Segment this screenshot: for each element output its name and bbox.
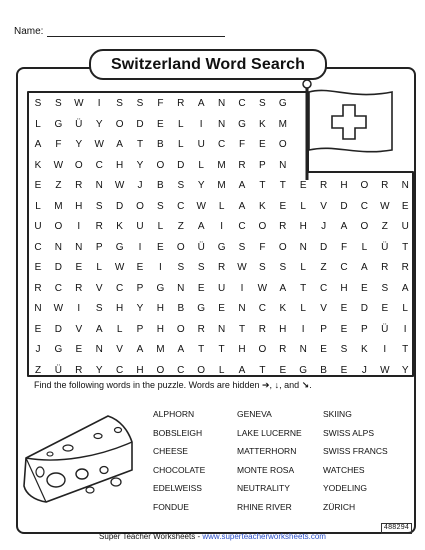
word-list-item: MONTE ROSA [237, 464, 295, 475]
cheese-icon [20, 408, 138, 508]
grid-letter[interactable]: R [75, 282, 83, 294]
grid-letter[interactable]: R [319, 180, 328, 191]
instructions-joiner: , [269, 380, 273, 390]
grid-letter[interactable]: R [279, 221, 287, 232]
grid-letter[interactable]: O [197, 364, 206, 376]
instructions-period: . [309, 380, 312, 390]
grid-letter[interactable]: L [300, 262, 306, 273]
grid-letter[interactable]: P [136, 323, 144, 335]
grid-letter[interactable]: Y [197, 180, 205, 191]
grid-letter[interactable]: R [381, 262, 389, 273]
grid-letter[interactable]: I [240, 282, 244, 294]
grid-letter[interactable]: R [75, 180, 83, 191]
grid-letter[interactable]: D [136, 118, 144, 130]
grid-letter[interactable]: O [176, 323, 185, 335]
grid-letter[interactable]: C [238, 98, 246, 109]
grid-letter[interactable]: I [403, 323, 407, 335]
grid-letter[interactable]: N [299, 344, 307, 355]
grid-letter[interactable]: B [157, 180, 164, 191]
grid-letter[interactable]: S [116, 98, 123, 109]
grid-letter[interactable]: O [360, 180, 369, 191]
grid-letter[interactable]: D [54, 262, 62, 273]
grid-letter[interactable]: N [34, 303, 42, 314]
grid-letter[interactable]: E [259, 139, 266, 150]
grid-letter[interactable]: P [136, 282, 144, 294]
grid-letter[interactable]: H [115, 159, 124, 171]
grid-letter[interactable]: T [259, 364, 266, 376]
grid-letter[interactable]: L [218, 364, 225, 376]
grid-letter[interactable]: M [156, 344, 165, 355]
grid-letter[interactable]: W [94, 139, 104, 150]
grid-letter[interactable]: E [136, 262, 144, 273]
word-list-item: SKIING [323, 409, 352, 419]
grid-letter[interactable]: B [320, 364, 327, 376]
grid-letter[interactable]: E [320, 344, 327, 355]
grid-letter[interactable]: C [319, 282, 328, 294]
grid-letter[interactable]: I [301, 323, 305, 335]
grid-letter[interactable]: R [238, 159, 246, 171]
grid-letter[interactable]: S [95, 303, 103, 314]
grid-letter[interactable]: Ü [381, 323, 389, 335]
grid-letter[interactable]: W [257, 282, 268, 294]
grid-letter[interactable]: Z [177, 221, 184, 232]
grid-letter[interactable]: E [279, 200, 287, 212]
grid-letter[interactable]: Y [75, 139, 83, 150]
grid-letter[interactable]: Y [401, 364, 409, 376]
grid-letter[interactable]: V [320, 200, 327, 212]
instructions-text: Find the following words in the puzzle. Words are hidden [34, 380, 260, 390]
grid-letter[interactable]: D [177, 159, 185, 171]
grid-letter[interactable]: A [279, 282, 287, 294]
grid-letter[interactable]: N [299, 241, 307, 253]
grid-letter[interactable]: S [136, 98, 144, 109]
grid-letter[interactable]: N [95, 344, 103, 355]
grid-letter[interactable]: N [95, 180, 103, 191]
grid-letter[interactable]: Z [381, 221, 388, 232]
footer [0, 532, 425, 541]
grid-letter[interactable]: L [218, 200, 225, 212]
grid-letter[interactable]: O [258, 344, 267, 355]
grid-letter[interactable]: R [401, 262, 409, 273]
word-list-item: GENEVA [237, 409, 272, 419]
grid-letter[interactable]: U [136, 221, 144, 232]
grid-letter[interactable]: A [197, 98, 205, 109]
grid-letter[interactable]: Y [95, 118, 103, 130]
grid-letter[interactable]: O [74, 159, 83, 171]
grid-letter[interactable]: A [177, 344, 185, 355]
grid-letter[interactable]: S [197, 262, 205, 273]
grid-letter[interactable]: U [34, 221, 42, 232]
grid-letter[interactable]: B [177, 303, 185, 314]
grid-letter[interactable]: E [401, 200, 409, 212]
grid-letter[interactable]: W [74, 98, 84, 109]
grid-letter[interactable]: A [197, 221, 205, 232]
grid-letter[interactable]: Z [320, 262, 327, 273]
grid-letter[interactable]: G [156, 282, 165, 294]
grid-letter[interactable]: W [53, 159, 64, 171]
grid-letter[interactable]: S [279, 262, 287, 273]
grid-letter[interactable]: S [259, 262, 266, 273]
grid-letter[interactable]: Ü [381, 241, 389, 253]
grid-letter[interactable]: L [402, 303, 408, 314]
grid-letter[interactable]: H [115, 303, 124, 314]
grid-letter[interactable]: U [217, 282, 226, 294]
grid-letter[interactable]: C [177, 364, 185, 376]
grid-letter[interactable]: H [279, 323, 287, 335]
grid-letter[interactable]: A [238, 180, 246, 191]
grid-letter[interactable]: Ü [197, 241, 205, 253]
grid-letter[interactable]: L [178, 139, 184, 150]
diagonal-arrow-icon: ↘ [301, 380, 310, 390]
grid-letter[interactable]: P [320, 323, 327, 335]
grid-letter[interactable]: G [299, 364, 308, 376]
grid-letter[interactable]: T [402, 241, 409, 253]
word-list-item: LAKE LUCERNE [237, 427, 302, 438]
grid-letter[interactable]: V [320, 303, 327, 314]
grid-letter[interactable]: E [218, 303, 225, 314]
grid-letter[interactable]: L [96, 262, 102, 273]
grid-letter[interactable]: S [259, 98, 266, 109]
grid-letter[interactable]: N [177, 282, 185, 294]
grid-letter[interactable]: W [380, 364, 390, 376]
grid-letter[interactable]: O [278, 241, 287, 253]
grid-letter[interactable]: E [75, 262, 83, 273]
word-list-item: EDELWEISS [153, 483, 202, 493]
grid-letter[interactable]: N [238, 303, 246, 314]
grid-letter[interactable]: D [319, 241, 328, 253]
grid-letter[interactable]: E [361, 282, 368, 294]
word-list-item: CHOCOLATE [153, 464, 206, 475]
grid-letter[interactable]: L [361, 241, 368, 253]
grid-letter[interactable]: T [238, 323, 246, 335]
grid-letter[interactable]: R [279, 344, 287, 355]
grid-letter[interactable]: R [177, 98, 185, 109]
grid-letter[interactable]: I [138, 241, 142, 253]
grid-letter[interactable]: O [156, 159, 165, 171]
grid-letter[interactable]: H [136, 364, 144, 376]
grid-letter[interactable]: T [300, 282, 307, 294]
grid-letter[interactable]: A [116, 139, 123, 150]
grid-letter[interactable]: O [258, 221, 267, 232]
grid-letter[interactable]: I [199, 118, 203, 130]
grid-letter[interactable]: Z [55, 180, 62, 191]
grid-letter[interactable]: E [279, 364, 287, 376]
grid-letter[interactable]: W [53, 303, 64, 314]
grid-letter[interactable]: H [299, 221, 307, 232]
grid-letter[interactable]: B [157, 139, 164, 150]
grid-letter[interactable]: A [238, 364, 246, 376]
grid-letter[interactable]: D [340, 200, 348, 212]
grid-letter[interactable]: S [34, 98, 42, 109]
grid-letter[interactable]: A [136, 344, 144, 355]
grid-letter[interactable]: Ü [54, 364, 62, 376]
grid-letter[interactable]: C [217, 139, 226, 150]
grid-letter[interactable]: E [157, 241, 164, 253]
grid-letter[interactable]: F [259, 241, 266, 253]
grid-letter[interactable]: V [95, 282, 103, 294]
word-list-item: YODELING [323, 483, 367, 493]
grid-letter[interactable]: S [340, 344, 348, 355]
swiss-flag-icon [296, 78, 396, 180]
grid-letter[interactable]: R [34, 282, 42, 294]
grid-letter[interactable]: C [340, 262, 348, 273]
footer-url-link[interactable]: www.superteacherworksheets.com [202, 532, 326, 541]
grid-letter[interactable]: T [279, 180, 286, 191]
grid-letter[interactable]: G [278, 98, 287, 109]
grid-letter[interactable]: I [159, 262, 162, 273]
grid-letter[interactable]: O [136, 200, 144, 212]
grid-letter[interactable]: A [340, 221, 348, 232]
grid-letter[interactable]: U [401, 221, 409, 232]
grid-letter[interactable]: E [34, 180, 42, 191]
grid-letter[interactable]: P [95, 241, 103, 253]
grid-letter[interactable]: T [402, 344, 409, 355]
grid-letter[interactable]: E [34, 323, 42, 335]
page-title: Switzerland Word Search [89, 49, 327, 80]
word-list-item: WATCHES [323, 464, 365, 475]
grid-letter[interactable]: L [300, 200, 306, 212]
grid-letter[interactable]: C [238, 221, 246, 232]
word-list-item: FONDUE [153, 501, 189, 512]
grid-letter[interactable]: O [360, 221, 369, 232]
down-arrow-icon: ↓ [274, 380, 280, 390]
grid-letter[interactable]: K [361, 344, 368, 355]
grid-letter[interactable]: I [77, 303, 81, 314]
grid-letter[interactable]: Ü [75, 118, 83, 130]
grid-letter[interactable]: M [217, 159, 226, 171]
grid-letter[interactable]: N [54, 241, 62, 253]
grid-letter[interactable]: K [259, 118, 266, 130]
grid-letter[interactable]: O [156, 364, 165, 376]
worksheet-code: 488294 [381, 523, 412, 534]
grid-letter[interactable]: A [361, 262, 368, 273]
grid-letter[interactable]: E [299, 180, 307, 191]
grid-letter[interactable]: T [259, 180, 266, 191]
grid-letter[interactable]: T [136, 139, 144, 150]
grid-letter[interactable]: C [54, 282, 62, 294]
grid-letter[interactable]: E [381, 303, 389, 314]
grid-letter[interactable]: K [279, 303, 287, 314]
grid-letter[interactable]: G [238, 118, 246, 130]
footer-separator: - [195, 532, 203, 541]
grid-letter[interactable]: P [259, 159, 266, 171]
grid-letter[interactable]: W [237, 262, 247, 273]
grid-letter[interactable]: P [361, 323, 368, 335]
word-list-item: SWISS ALPS [323, 427, 375, 438]
grid-letter[interactable]: H [340, 180, 348, 191]
grid-letter[interactable]: I [383, 344, 387, 355]
grid-letter[interactable]: L [300, 303, 306, 314]
grid-letter[interactable]: C [34, 241, 42, 253]
grid-letter[interactable]: S [95, 200, 103, 212]
grid-letter[interactable]: I [97, 98, 101, 109]
grid-letter[interactable]: R [95, 221, 103, 232]
grid-letter[interactable]: N [217, 98, 226, 109]
instructions-and: and [284, 380, 300, 390]
grid-letter[interactable]: S [177, 262, 185, 273]
grid-letter[interactable]: H [156, 323, 164, 335]
grid-letter[interactable]: S [157, 200, 164, 212]
grid-letter[interactable]: G [115, 241, 124, 253]
grid-letter[interactable]: D [360, 303, 368, 314]
word-list-item: CHEESE [153, 446, 188, 456]
grid-letter[interactable]: C [258, 303, 266, 314]
grid-letter[interactable]: R [197, 323, 205, 335]
grid-letter[interactable]: H [238, 344, 246, 355]
word-list-item: BOBSLEIGH [153, 427, 203, 438]
grid-letter[interactable]: L [35, 118, 41, 130]
word-list-item: ALPHORN [153, 409, 195, 419]
grid-letter[interactable]: F [238, 139, 246, 150]
grid-letter[interactable]: E [157, 118, 164, 130]
grid-letter[interactable]: O [54, 221, 63, 232]
word-list-item: RHINE RIVER [237, 501, 292, 512]
word-list-item: MATTERHORN [237, 446, 297, 456]
footer-brand: Super Teacher Worksheets [99, 532, 196, 541]
name-line [14, 26, 225, 37]
grid-letter[interactable]: R [381, 180, 389, 191]
grid-letter[interactable]: W [114, 262, 125, 273]
grid-letter[interactable]: C [177, 200, 185, 212]
grid-letter[interactable]: N [217, 118, 226, 130]
grid-letter[interactable]: S [238, 241, 246, 253]
name-label: Name: [14, 26, 44, 37]
grid-letter[interactable]: E [197, 282, 205, 294]
grid-letter[interactable]: W [380, 200, 390, 212]
grid-letter[interactable]: E [75, 344, 83, 355]
grid-letter[interactable]: L [35, 200, 41, 212]
word-list-column-3 [323, 405, 388, 516]
grid-letter[interactable]: W [114, 180, 125, 191]
grid-letter[interactable]: O [115, 118, 124, 130]
grid-letter[interactable]: W [196, 200, 206, 212]
grid-letter[interactable]: E [340, 303, 348, 314]
grid-letter[interactable]: U [197, 139, 205, 150]
grid-letter[interactable]: V [75, 323, 83, 335]
grid-letter[interactable]: C [115, 364, 124, 376]
grid-letter[interactable]: L [116, 323, 123, 335]
grid-letter[interactable]: E [34, 262, 42, 273]
grid-letter[interactable]: C [360, 200, 368, 212]
grid-letter[interactable]: T [198, 344, 205, 355]
grid-letter[interactable]: A [238, 200, 246, 212]
word-list-item: SWISS FRANCS [323, 446, 388, 456]
grid-letter[interactable]: H [340, 282, 348, 294]
grid-letter[interactable]: C [115, 282, 124, 294]
grid-letter[interactable]: I [220, 221, 223, 232]
grid-letter[interactable]: S [177, 180, 185, 191]
grid-letter[interactable]: N [401, 180, 409, 191]
grid-letter[interactable]: Y [95, 364, 103, 376]
grid-letter[interactable]: M [217, 180, 226, 191]
grid-letter[interactable]: L [198, 159, 204, 171]
grid-letter[interactable]: E [340, 364, 348, 376]
right-arrow-icon: ➔ [261, 380, 270, 390]
grid-letter[interactable]: J [35, 344, 41, 355]
word-list-item: ZÜRICH [323, 501, 356, 512]
grid-letter[interactable]: H [156, 303, 164, 314]
grid-letter[interactable]: V [116, 344, 123, 355]
grid-letter[interactable]: L [178, 118, 184, 130]
grid-letter[interactable]: Z [34, 364, 42, 376]
grid-letter[interactable]: E [340, 323, 348, 335]
instructions [34, 380, 312, 391]
grid-letter[interactable]: T [218, 344, 225, 355]
grid-letter[interactable]: O [176, 241, 185, 253]
grid-letter[interactable]: A [95, 323, 103, 335]
grid-letter[interactable]: S [381, 282, 389, 294]
grid-letter[interactable]: Y [136, 159, 144, 171]
grid-letter[interactable]: H [75, 200, 83, 212]
grid-letter[interactable]: M [54, 200, 63, 212]
grid-letter[interactable]: N [279, 159, 287, 171]
grid-letter[interactable]: M [278, 118, 287, 130]
grid-letter[interactable]: K [259, 200, 266, 212]
grid-letter[interactable]: R [217, 262, 226, 273]
grid-letter[interactable]: F [157, 98, 164, 109]
grid-letter[interactable]: C [95, 159, 103, 171]
grid-letter[interactable]: G [54, 344, 63, 355]
instructions-joiner: , [279, 380, 282, 390]
grid-letter[interactable]: A [401, 282, 409, 294]
grid-letter[interactable]: R [75, 364, 83, 376]
word-list-column-2 [237, 405, 302, 516]
grid-letter[interactable]: R [258, 323, 266, 335]
grid-letter[interactable]: G [217, 241, 226, 253]
grid-letter[interactable]: J [321, 221, 327, 232]
grid-letter[interactable]: N [217, 323, 226, 335]
grid-letter[interactable]: J [137, 180, 143, 191]
grid-letter[interactable]: N [75, 241, 83, 253]
grid-letter[interactable]: J [361, 364, 367, 376]
grid-letter[interactable]: F [55, 139, 62, 150]
grid-letter[interactable]: D [115, 200, 124, 212]
grid-letter[interactable]: I [77, 221, 81, 232]
grid-letter[interactable]: G [54, 118, 63, 130]
grid-letter[interactable]: L [157, 221, 164, 232]
grid-letter[interactable]: O [278, 139, 287, 150]
name-input-line[interactable] [47, 26, 225, 37]
grid-letter[interactable]: K [34, 159, 42, 171]
word-list-item: NEUTRALITY [237, 483, 290, 493]
word-list-column-1 [153, 405, 205, 516]
grid-letter[interactable]: D [54, 323, 62, 335]
grid-letter[interactable]: K [116, 221, 123, 232]
grid-letter[interactable]: S [55, 98, 62, 109]
grid-letter[interactable]: A [34, 139, 42, 150]
grid-letter[interactable]: F [340, 241, 348, 253]
grid-letter[interactable]: Y [136, 303, 144, 314]
grid-letter[interactable]: G [197, 303, 206, 314]
